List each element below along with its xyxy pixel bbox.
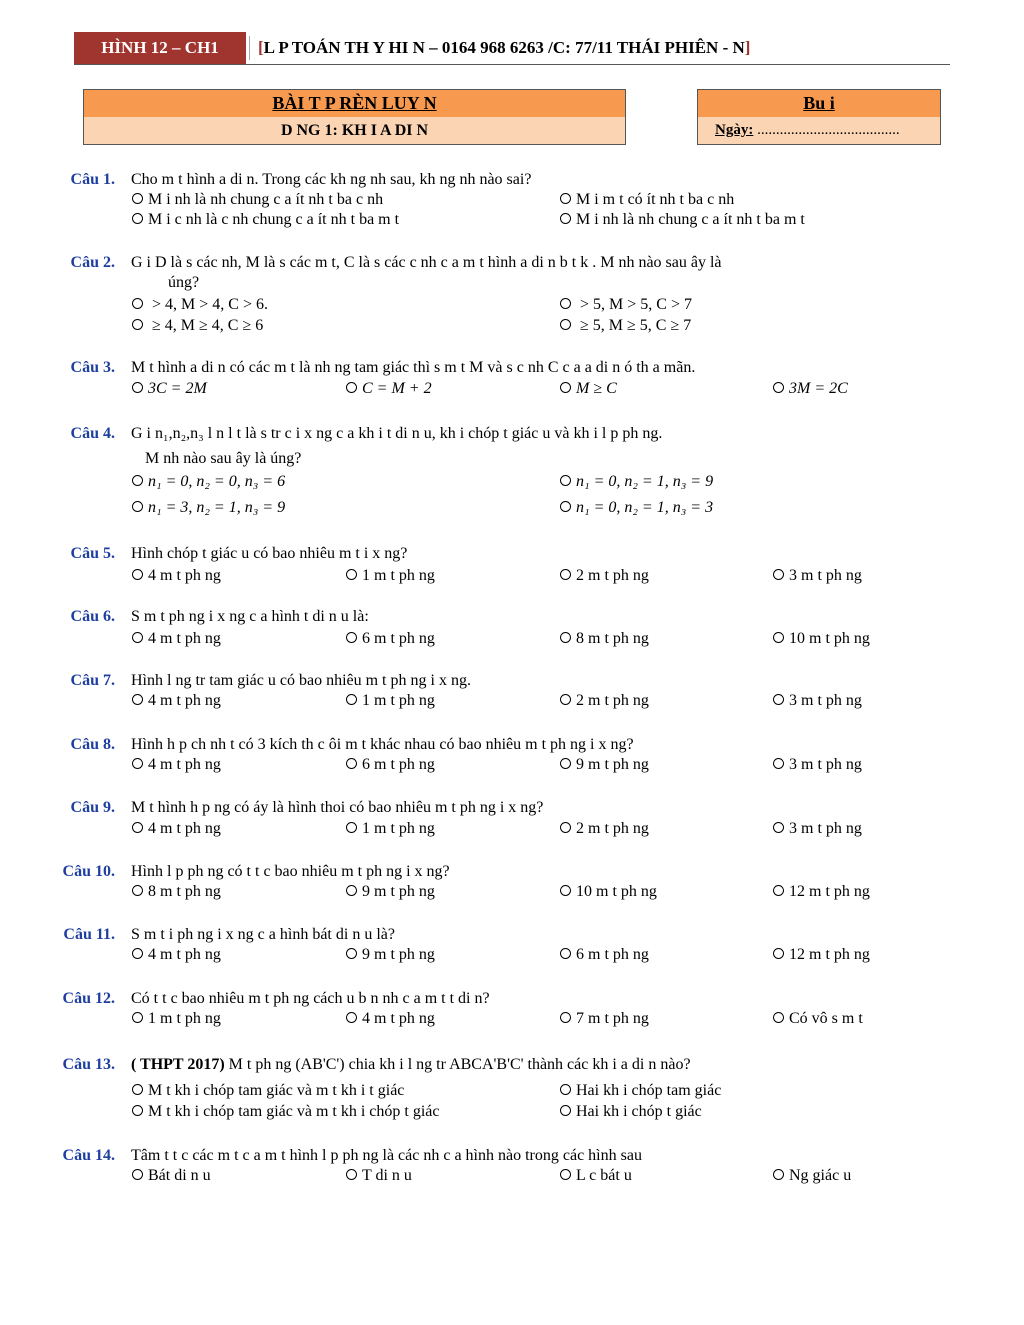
question-text: S m t i ph ng i x ng c a hình bát di n u là? bbox=[131, 926, 395, 943]
option-label: M t kh i chóp tam giác và m t kh i chóp t giác bbox=[148, 1103, 440, 1120]
option-label: 9 m t ph ng bbox=[576, 756, 649, 773]
option-label: 4 m t ph ng bbox=[148, 756, 221, 773]
question-text: Hình h p ch nh t có 3 kích th c ôi m t khác nhau có bao nhiêu m t ph ng i x ng? bbox=[131, 736, 634, 753]
option-label: Có vô s m t bbox=[789, 1010, 863, 1027]
option-b[interactable] bbox=[346, 379, 432, 399]
question-text: Hình l ng tr tam giác u có bao nhiêu m t ph ng i x ng. bbox=[131, 672, 471, 689]
radio-circle-icon bbox=[346, 382, 357, 393]
radio-circle-icon bbox=[132, 569, 143, 580]
option-label: T di n u bbox=[362, 1167, 412, 1184]
option-a[interactable] bbox=[132, 629, 221, 649]
question-number: Câu 5. bbox=[70, 545, 115, 562]
option-a[interactable] bbox=[132, 1009, 221, 1029]
option-b[interactable] bbox=[346, 755, 435, 775]
option-b[interactable] bbox=[346, 945, 435, 965]
radio-circle-icon bbox=[346, 632, 357, 643]
option-label: 9 m t ph ng bbox=[362, 946, 435, 963]
option-label: Bát di n u bbox=[148, 1167, 211, 1184]
option-label: 2 m t ph ng bbox=[576, 692, 649, 709]
radio-circle-icon bbox=[560, 298, 571, 309]
question-text: Cho m t hình a di n. Trong các kh ng nh sau, kh ng nh nào sai? bbox=[131, 171, 532, 188]
option-a[interactable] bbox=[132, 566, 221, 586]
option-a[interactable] bbox=[132, 190, 383, 210]
radio-circle-icon bbox=[560, 213, 571, 224]
option-a[interactable] bbox=[132, 472, 285, 492]
radio-circle-icon bbox=[132, 694, 143, 705]
radio-circle-icon bbox=[560, 475, 571, 486]
bracket-close: ] bbox=[744, 38, 751, 57]
question-text: Tâm t t c các m t c a m t hình l p ph ng là các nh c a hình nào trong các hình sau bbox=[131, 1147, 642, 1164]
option-label: 1 m t ph ng bbox=[362, 692, 435, 709]
option-d[interactable] bbox=[560, 210, 805, 230]
option-c[interactable] bbox=[560, 882, 657, 902]
option-b[interactable] bbox=[560, 295, 692, 315]
option-d[interactable] bbox=[560, 1102, 702, 1122]
radio-circle-icon bbox=[132, 319, 143, 330]
option-label: > 4, M > 4, C > 6. bbox=[148, 296, 268, 313]
option-label: 4 m t ph ng bbox=[148, 820, 221, 837]
radio-circle-icon bbox=[132, 1084, 143, 1095]
option-label: M t kh i chóp tam giác và m t kh i t giác bbox=[148, 1082, 405, 1099]
option-c[interactable] bbox=[560, 755, 649, 775]
option-label: 3M = 2C bbox=[789, 380, 848, 397]
option-label: 8 m t ph ng bbox=[148, 883, 221, 900]
option-label: n₁ = 0, n₂ = 0, n₃ = 6 bbox=[148, 473, 286, 490]
question-body: M t ph ng (AB'C') chia kh i l ng tr ABCA'B'C' thành các kh i a di n nào? bbox=[224, 1056, 691, 1073]
question-number: Câu 1. bbox=[70, 171, 115, 188]
option-label: 4 m t ph ng bbox=[148, 567, 221, 584]
option-c[interactable] bbox=[560, 819, 649, 839]
radio-circle-icon bbox=[132, 632, 143, 643]
date-line bbox=[698, 117, 940, 144]
header-divider bbox=[249, 36, 250, 60]
radio-circle-icon bbox=[346, 885, 357, 896]
radio-circle-icon bbox=[560, 948, 571, 959]
radio-circle-icon bbox=[560, 193, 571, 204]
radio-circle-icon bbox=[560, 569, 571, 580]
page-header bbox=[74, 32, 950, 65]
radio-circle-icon bbox=[560, 758, 571, 769]
option-b[interactable] bbox=[560, 1081, 721, 1101]
radio-circle-icon bbox=[132, 758, 143, 769]
option-c[interactable] bbox=[132, 210, 399, 230]
radio-circle-icon bbox=[773, 1169, 784, 1180]
question-number: Câu 6. bbox=[70, 608, 115, 625]
option-c[interactable] bbox=[560, 566, 649, 586]
option-label: 12 m t ph ng bbox=[789, 946, 870, 963]
radio-circle-icon bbox=[132, 213, 143, 224]
option-label: n₁ = 0, n₂ = 1, n₃ = 9 bbox=[576, 473, 714, 490]
radio-circle-icon bbox=[773, 822, 784, 833]
radio-circle-icon bbox=[346, 758, 357, 769]
option-label: M i c nh là c nh chung c a ít nh t ba m t bbox=[148, 211, 400, 228]
radio-circle-icon bbox=[132, 501, 143, 512]
option-b[interactable] bbox=[346, 1009, 435, 1029]
option-label: n₁ = 3, n₂ = 1, n₃ = 9 bbox=[148, 499, 286, 516]
question-text: G i D là s các nh, M là s các m t, C là s các c nh c a m t hình a di n b t k . M nh nào sau ây là bbox=[131, 254, 722, 271]
question-text bbox=[131, 1055, 941, 1075]
option-d[interactable] bbox=[773, 691, 862, 711]
question-number: Câu 12. bbox=[62, 990, 115, 1007]
option-b[interactable] bbox=[346, 819, 435, 839]
option-label: 6 m t ph ng bbox=[576, 946, 649, 963]
option-label: 6 m t ph ng bbox=[362, 630, 435, 647]
option-d[interactable] bbox=[560, 498, 713, 518]
option-a[interactable] bbox=[132, 379, 207, 399]
question-number: Câu 14. bbox=[62, 1147, 115, 1164]
option-a[interactable] bbox=[132, 945, 221, 965]
option-d[interactable] bbox=[773, 819, 862, 839]
option-label: 3 m t ph ng bbox=[789, 692, 862, 709]
option-label: > 5, M > 5, C > 7 bbox=[576, 296, 692, 313]
radio-circle-icon bbox=[560, 822, 571, 833]
option-label: 8 m t ph ng bbox=[576, 630, 649, 647]
question-number: Câu 7. bbox=[70, 672, 115, 689]
option-label: 3 m t ph ng bbox=[789, 820, 862, 837]
radio-circle-icon bbox=[346, 822, 357, 833]
radio-circle-icon bbox=[346, 1012, 357, 1023]
date-value: ...................................... bbox=[753, 122, 900, 138]
option-a[interactable] bbox=[132, 1166, 211, 1186]
question-text-cont: úng? bbox=[168, 274, 200, 291]
title-sub: D NG 1: KH I A DI N bbox=[84, 117, 625, 144]
option-label: M i nh là nh chung c a ít nh t ba c nh bbox=[148, 191, 384, 208]
question-source: ( THPT 2017) bbox=[131, 1056, 225, 1073]
radio-circle-icon bbox=[132, 298, 143, 309]
question-number: Câu 13. bbox=[62, 1056, 115, 1073]
header-title bbox=[258, 32, 750, 64]
radio-circle-icon bbox=[132, 1169, 143, 1180]
session-box bbox=[697, 89, 941, 145]
radio-circle-icon bbox=[560, 632, 571, 643]
option-c[interactable] bbox=[560, 945, 649, 965]
option-b[interactable] bbox=[560, 472, 713, 492]
option-c[interactable] bbox=[560, 1009, 649, 1029]
radio-circle-icon bbox=[560, 694, 571, 705]
radio-circle-icon bbox=[773, 1012, 784, 1023]
option-a[interactable] bbox=[132, 882, 221, 902]
question-text: M t hình a di n có các m t là nh ng tam giác thì s m t M và s c nh C c a a di n ó th a mãn. bbox=[131, 359, 696, 376]
radio-circle-icon bbox=[132, 475, 143, 486]
option-d[interactable] bbox=[773, 1166, 851, 1186]
radio-circle-icon bbox=[560, 885, 571, 896]
option-label: M i m t có ít nh t ba c nh bbox=[576, 191, 735, 208]
option-c[interactable] bbox=[560, 379, 617, 399]
option-label: 3C = 2M bbox=[148, 380, 207, 397]
option-d[interactable] bbox=[773, 1009, 863, 1029]
option-label: Hai kh i chóp t giác bbox=[576, 1103, 702, 1120]
radio-circle-icon bbox=[132, 948, 143, 959]
option-a[interactable] bbox=[132, 691, 221, 711]
option-d[interactable] bbox=[773, 882, 870, 902]
option-label: Ng giác u bbox=[789, 1167, 852, 1184]
option-d[interactable] bbox=[560, 316, 691, 336]
option-label: ≥ 5, M ≥ 5, C ≥ 7 bbox=[576, 317, 692, 334]
title-main: BÀI T P RÈN LUY N bbox=[84, 90, 625, 117]
radio-circle-icon bbox=[560, 1084, 571, 1095]
option-label: 3 m t ph ng bbox=[789, 567, 862, 584]
radio-circle-icon bbox=[560, 1012, 571, 1023]
title-box bbox=[83, 89, 626, 145]
option-label: ≥ 4, M ≥ 4, C ≥ 6 bbox=[148, 317, 264, 334]
question-text: Hình chóp t giác u có bao nhiêu m t i x ng? bbox=[131, 545, 408, 562]
radio-circle-icon bbox=[773, 694, 784, 705]
option-label: 7 m t ph ng bbox=[576, 1010, 649, 1027]
question-text: Hình l p ph ng có t t c bao nhiêu m t ph ng i x ng? bbox=[131, 863, 450, 880]
option-c[interactable] bbox=[132, 498, 285, 518]
radio-circle-icon bbox=[132, 822, 143, 833]
option-label: 1 m t ph ng bbox=[148, 1010, 221, 1027]
option-c[interactable] bbox=[132, 1102, 440, 1122]
option-b[interactable] bbox=[346, 566, 435, 586]
radio-circle-icon bbox=[132, 1012, 143, 1023]
radio-circle-icon bbox=[132, 885, 143, 896]
option-b[interactable] bbox=[560, 190, 734, 210]
session-label: Bu i bbox=[698, 90, 940, 117]
question-number: Câu 4. bbox=[70, 425, 115, 442]
option-d[interactable] bbox=[773, 755, 862, 775]
option-label: 10 m t ph ng bbox=[576, 883, 657, 900]
radio-circle-icon bbox=[773, 948, 784, 959]
radio-circle-icon bbox=[132, 1105, 143, 1116]
header-text: L P TOÁN TH Y HI N – 0164 968 6263 /C: 77/11 THÁI PHIÊN - N bbox=[263, 38, 745, 57]
radio-circle-icon bbox=[346, 1169, 357, 1180]
question-text: M t hình h p ng có áy là hình thoi có bao nhiêu m t ph ng i x ng? bbox=[131, 799, 544, 816]
option-d[interactable] bbox=[773, 379, 848, 399]
option-label: 4 m t ph ng bbox=[148, 946, 221, 963]
option-d[interactable] bbox=[773, 945, 870, 965]
question-text: S m t ph ng i x ng c a hình t di n u là: bbox=[131, 608, 369, 625]
radio-circle-icon bbox=[560, 382, 571, 393]
option-c[interactable] bbox=[560, 629, 649, 649]
radio-circle-icon bbox=[560, 1105, 571, 1116]
question-number: Câu 10. bbox=[62, 863, 115, 880]
radio-circle-icon bbox=[773, 569, 784, 580]
radio-circle-icon bbox=[773, 758, 784, 769]
option-c[interactable] bbox=[132, 316, 263, 336]
option-label: M i nh là nh chung c a ít nh t ba m t bbox=[576, 211, 805, 228]
option-a[interactable] bbox=[132, 755, 221, 775]
option-label: 9 m t ph ng bbox=[362, 883, 435, 900]
option-label: 4 m t ph ng bbox=[148, 692, 221, 709]
question-text: Có t t c bao nhiêu m t ph ng cách u b n nh c a m t t di n? bbox=[131, 990, 490, 1007]
chapter-tag: HÌNH 12 – CH1 bbox=[74, 32, 246, 64]
option-c[interactable] bbox=[560, 1166, 632, 1186]
question-number: Câu 2. bbox=[70, 254, 115, 271]
radio-circle-icon bbox=[346, 694, 357, 705]
option-b[interactable] bbox=[346, 882, 435, 902]
question-number: Câu 9. bbox=[70, 799, 115, 816]
radio-circle-icon bbox=[560, 319, 571, 330]
question-number: Câu 3. bbox=[70, 359, 115, 376]
radio-circle-icon bbox=[560, 501, 571, 512]
radio-circle-icon bbox=[773, 382, 784, 393]
option-label: C = M + 2 bbox=[362, 380, 432, 397]
question-text: G i n₁,n₂,n₃ l n l t là s tr c i x ng c a kh i t di n u, kh i chóp t giác u và kh i l p ph ng. bbox=[131, 425, 663, 442]
radio-circle-icon bbox=[132, 193, 143, 204]
option-label: 1 m t ph ng bbox=[362, 567, 435, 584]
radio-circle-icon bbox=[773, 632, 784, 643]
option-label: n₁ = 0, n₂ = 1, n₃ = 3 bbox=[576, 499, 714, 516]
option-label: 10 m t ph ng bbox=[789, 630, 870, 647]
question-number: Câu 8. bbox=[70, 736, 115, 753]
option-b[interactable] bbox=[346, 1166, 412, 1186]
question-number: Câu 11. bbox=[63, 926, 115, 943]
option-label: 2 m t ph ng bbox=[576, 820, 649, 837]
option-b[interactable] bbox=[346, 629, 435, 649]
option-label: 12 m t ph ng bbox=[789, 883, 870, 900]
option-label: 6 m t ph ng bbox=[362, 756, 435, 773]
option-a[interactable] bbox=[132, 819, 221, 839]
option-d[interactable] bbox=[773, 566, 862, 586]
option-label: 4 m t ph ng bbox=[148, 630, 221, 647]
option-label: 3 m t ph ng bbox=[789, 756, 862, 773]
option-b[interactable] bbox=[346, 691, 435, 711]
radio-circle-icon bbox=[346, 569, 357, 580]
option-label: L c bát u bbox=[576, 1167, 632, 1184]
option-d[interactable] bbox=[773, 629, 870, 649]
option-a[interactable] bbox=[132, 1081, 404, 1101]
option-label: 2 m t ph ng bbox=[576, 567, 649, 584]
option-label: 4 m t ph ng bbox=[362, 1010, 435, 1027]
option-label: Hai kh i chóp tam giác bbox=[576, 1082, 722, 1099]
radio-circle-icon bbox=[132, 382, 143, 393]
option-a[interactable] bbox=[132, 295, 268, 315]
radio-circle-icon bbox=[560, 1169, 571, 1180]
radio-circle-icon bbox=[346, 948, 357, 959]
date-label: Ngày: bbox=[715, 122, 754, 138]
question-text-cont: M nh nào sau ây là úng? bbox=[145, 450, 302, 467]
option-c[interactable] bbox=[560, 691, 649, 711]
option-label: 1 m t ph ng bbox=[362, 820, 435, 837]
radio-circle-icon bbox=[773, 885, 784, 896]
bracket-open: [ bbox=[258, 38, 264, 57]
option-label: M ≥ C bbox=[576, 380, 617, 397]
